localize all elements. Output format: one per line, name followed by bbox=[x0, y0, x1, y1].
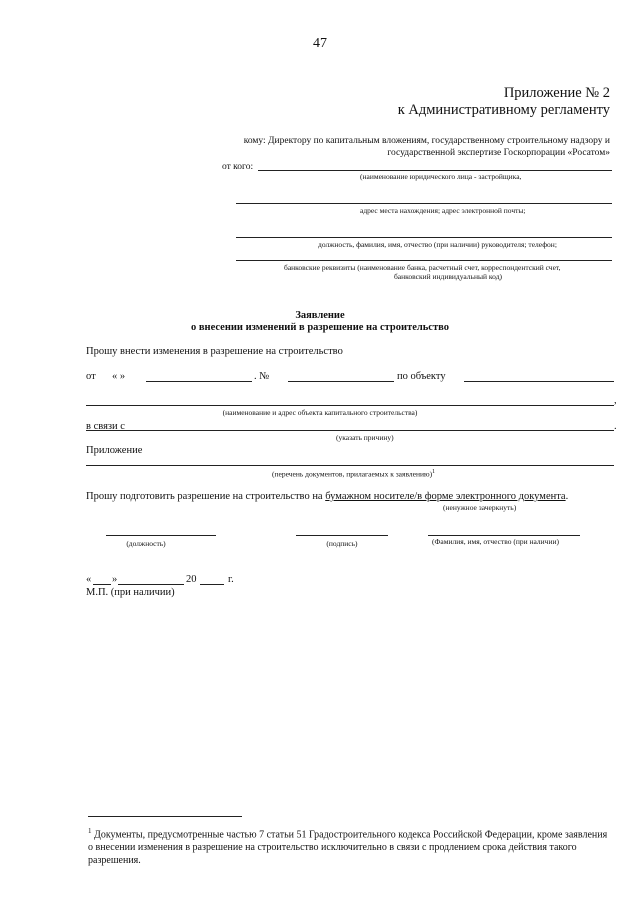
caption-attachment: (перечень документов, прилагаемых к заявлению)$^1$ bbox=[272, 469, 436, 479]
object-name-line[interactable] bbox=[86, 405, 614, 406]
date-line[interactable] bbox=[146, 381, 252, 382]
caption-position: должность, фамилия, имя, отчество (при наличии) руководителя; телефон; bbox=[318, 240, 557, 249]
position-line[interactable] bbox=[236, 237, 612, 238]
object-label: по объекту bbox=[397, 371, 446, 382]
year-suffix: г. bbox=[228, 574, 234, 585]
attachment-line[interactable] bbox=[86, 465, 614, 466]
number-sign: . № bbox=[254, 371, 270, 382]
from-line[interactable] bbox=[258, 170, 612, 171]
stamp-label: М.П. (при наличии) bbox=[86, 587, 175, 598]
addressee-line-1: кому: Директору по капитальным вложениям, государственному строительному надзору и bbox=[243, 136, 610, 146]
attachment-label: Приложение bbox=[86, 445, 143, 456]
statement-subtitle: о внесении изменений в разрешение на строительство bbox=[191, 322, 449, 333]
position-signature-line[interactable] bbox=[106, 535, 216, 536]
date-close-quote: » bbox=[112, 574, 118, 585]
reason-period: . bbox=[614, 421, 617, 432]
from-date-label: от bbox=[86, 371, 96, 382]
caption-position-sign: (должность) bbox=[126, 539, 166, 548]
prepare-line: Прошу подготовить разрешение на строительство на бумажном носителе/в форме электронного документа. bbox=[86, 491, 569, 502]
year-prefix: 20 bbox=[186, 574, 197, 585]
date-quotes: « » bbox=[112, 371, 126, 382]
full-name-line[interactable] bbox=[428, 535, 580, 536]
footnote-separator bbox=[88, 816, 242, 817]
reason-line[interactable] bbox=[86, 430, 614, 431]
caption-bank-1: банковские реквизиты (наименование банка, расчетный счет, корреспондентский счет, bbox=[284, 263, 561, 272]
bank-line[interactable] bbox=[236, 260, 612, 261]
reason-label: в связи с bbox=[86, 421, 125, 432]
appendix-subtitle: к Административному регламенту bbox=[397, 102, 610, 118]
date-open-quote: « bbox=[86, 574, 92, 585]
request-line: Прошу внести изменения в разрешение на строительство bbox=[86, 346, 343, 357]
caption-reason: (указать причину) bbox=[336, 433, 394, 442]
statement-title: Заявление bbox=[295, 310, 345, 321]
prepare-option: бумажном носителе/в форме электронного документа bbox=[325, 491, 566, 502]
year-line[interactable] bbox=[200, 584, 224, 585]
from-label: от кого: bbox=[222, 162, 254, 172]
caption-address: адрес места нахождения; адрес электронной почты; bbox=[360, 206, 526, 215]
caption-signature: (подпись) bbox=[326, 539, 358, 548]
footnote bbox=[88, 825, 608, 867]
caption-object: (наименование и адрес объекта капитального строительства) bbox=[222, 408, 418, 417]
caption-bank-2: банковский индивидуальный код) bbox=[393, 272, 503, 281]
appendix-title: Приложение № 2 bbox=[503, 85, 610, 101]
caption-legal-name: (наименование юридического лица - застройщика, bbox=[360, 172, 522, 181]
footnote-text: Документы, предусмотренные частью 7 статьи 51 Градостроительного кодекса Российской Федерации, кроме заявления о внесении изменения в разрешение на строительство исключительно в связи с продлением срока действия такого разрешения. bbox=[88, 829, 608, 867]
page-number: 47 bbox=[313, 36, 327, 51]
caption-full-name: (Фамилия, имя, отчество (при наличии) bbox=[432, 537, 559, 546]
addressee-line-2: государственной экспертизе Госкорпорации «Росатом» bbox=[387, 148, 610, 158]
month-line[interactable] bbox=[118, 584, 184, 585]
caption-strike: (ненужное зачеркнуть) bbox=[443, 503, 517, 512]
address-line[interactable] bbox=[236, 203, 612, 204]
footnote-mark: 1 bbox=[88, 827, 92, 835]
attachment-footnote-mark: 1 bbox=[432, 469, 436, 475]
object-line[interactable] bbox=[464, 381, 614, 382]
number-line[interactable] bbox=[288, 381, 394, 382]
signature-line[interactable] bbox=[296, 535, 388, 536]
day-line[interactable] bbox=[93, 584, 111, 585]
object-comma: , bbox=[614, 395, 617, 406]
